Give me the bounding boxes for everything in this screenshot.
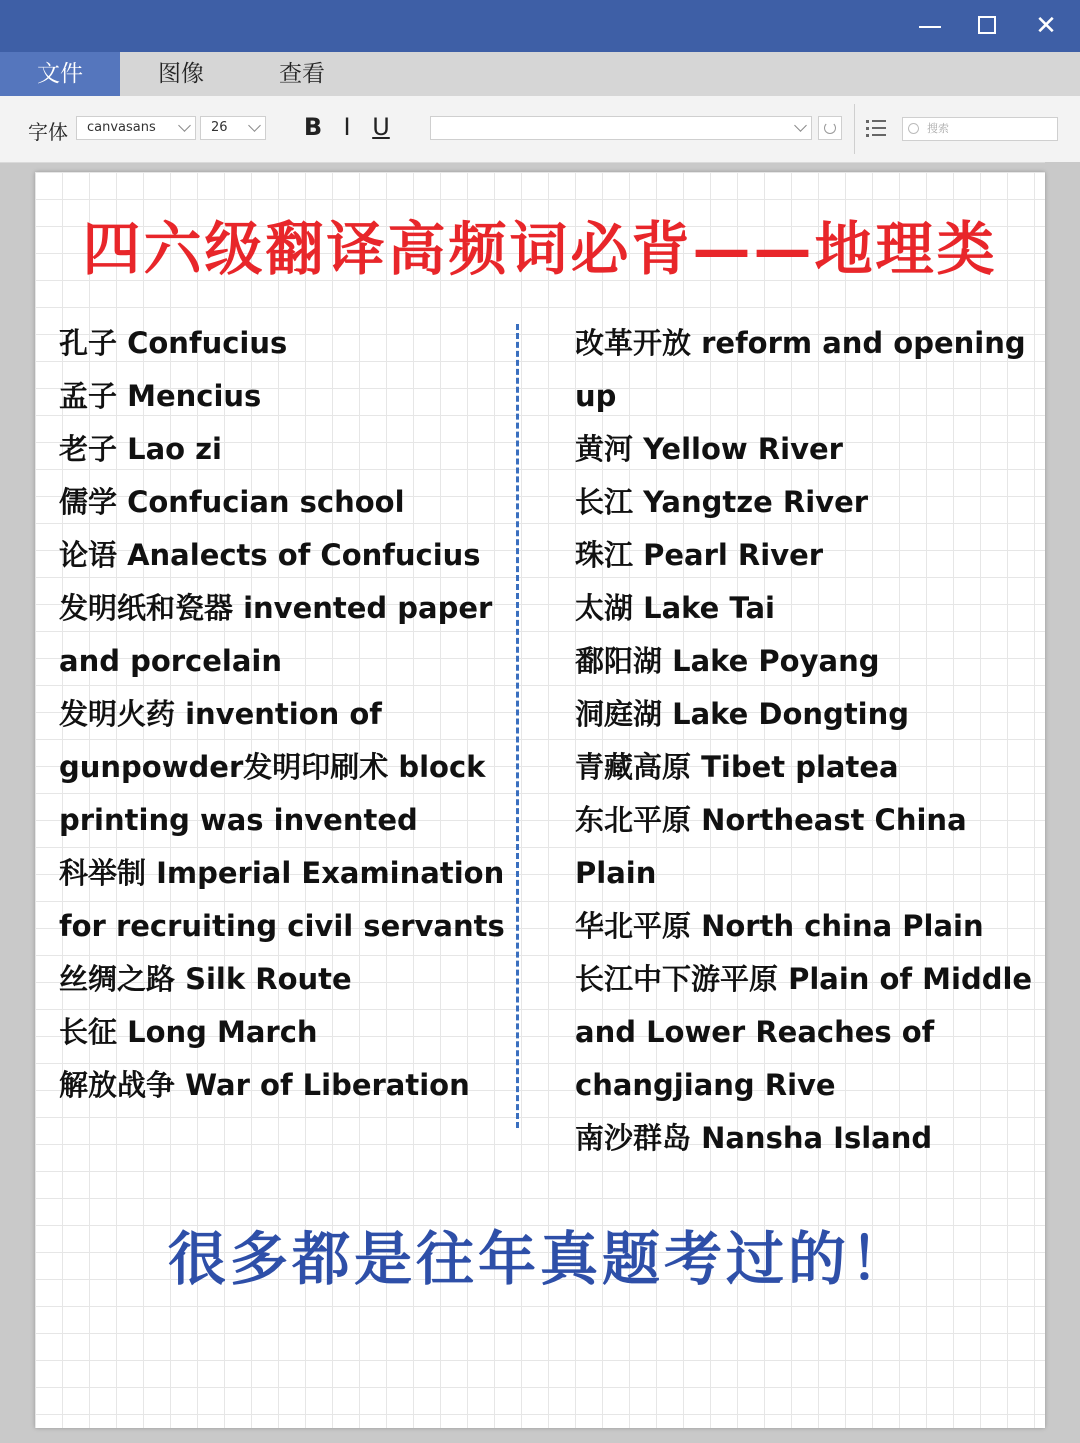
list-item: 老子 Lao zi [59, 432, 222, 466]
list-item: 解放战争 War of Liberation [59, 1068, 470, 1102]
list-item: 青藏高原 Tibet platea [575, 750, 899, 784]
list-item: 改革开放 reform and opening up [575, 326, 1026, 413]
close-icon[interactable]: ✕ [1035, 11, 1057, 41]
font-label: 字体 [28, 120, 68, 144]
list-item: 科举制 Imperial Examination for recruiting civil servants [59, 856, 505, 943]
list-item: 洞庭湖 Lake Dongting [575, 697, 910, 731]
toolbar-divider [854, 104, 855, 154]
list-item: 珠江 Pearl River [575, 538, 824, 572]
window-border [1045, 162, 1080, 1443]
list-item: 发明纸和瓷器 invented paper and porcelain [59, 591, 493, 678]
list-item: 黄河 Yellow River [575, 432, 843, 466]
list-item: 发明火药 invention of gunpowder发明印刷术 block printing was invented [59, 697, 486, 837]
chevron-down-icon [248, 119, 261, 132]
list-item: 长征 Long March [59, 1015, 318, 1049]
refresh-button[interactable] [818, 116, 842, 140]
font-family-value: canvasans [87, 120, 156, 135]
menu-image[interactable]: 图像 [158, 61, 204, 87]
right-column [575, 317, 1045, 1165]
list-item: 太湖 Lake Tai [575, 591, 775, 625]
font-family-select[interactable] [76, 116, 196, 140]
maximize-icon[interactable] [968, 8, 1008, 44]
list-item: 华北平原 North china Plain [575, 909, 984, 943]
address-combobox[interactable] [430, 116, 812, 140]
search-input[interactable] [902, 117, 1058, 141]
search-placeholder: 搜索 [927, 122, 949, 135]
refresh-icon [824, 122, 836, 134]
numbered-list-icon[interactable] [866, 118, 886, 138]
list-item: 孟子 Mencius [59, 379, 262, 413]
list-item: 长江 Yangtze River [575, 485, 869, 519]
list-item: 南沙群岛 Nansha Island [575, 1121, 933, 1155]
menu-file[interactable]: 文件 [0, 52, 120, 96]
list-item: 论语 Analects of Confucius [59, 538, 481, 572]
chevron-down-icon [794, 119, 807, 132]
italic-button[interactable]: I [343, 113, 351, 141]
font-size-select[interactable] [200, 116, 266, 140]
font-size-value: 26 [211, 120, 228, 135]
document-page[interactable] [35, 172, 1045, 1428]
list-item: 长江中下游平原 Plain of Middle and Lower Reaches of changjiang Rive [575, 962, 1033, 1102]
menu-view[interactable]: 查看 [279, 61, 325, 87]
minimize-icon[interactable] [910, 8, 950, 44]
bold-button[interactable]: B [303, 113, 323, 141]
list-item: 孔子 Confucius [59, 326, 288, 360]
list-item: 儒学 Confucian school [59, 485, 405, 519]
menu-bar [0, 52, 1080, 96]
list-item: 东北平原 Northeast China Plain [575, 803, 967, 890]
document-title: 四六级翻译高频词必背——地理类 [82, 215, 998, 283]
window-title-bar [0, 0, 1080, 52]
chevron-down-icon [178, 119, 191, 132]
list-item: 鄱阳湖 Lake Poyang [575, 644, 880, 678]
footer-note: 很多都是往年真题考过的！ [167, 1225, 912, 1293]
search-icon [908, 123, 919, 134]
left-column [59, 317, 519, 1112]
list-item: 丝绸之路 Silk Route [59, 962, 352, 996]
underline-button[interactable]: U [372, 113, 390, 141]
column-divider [516, 324, 519, 1128]
